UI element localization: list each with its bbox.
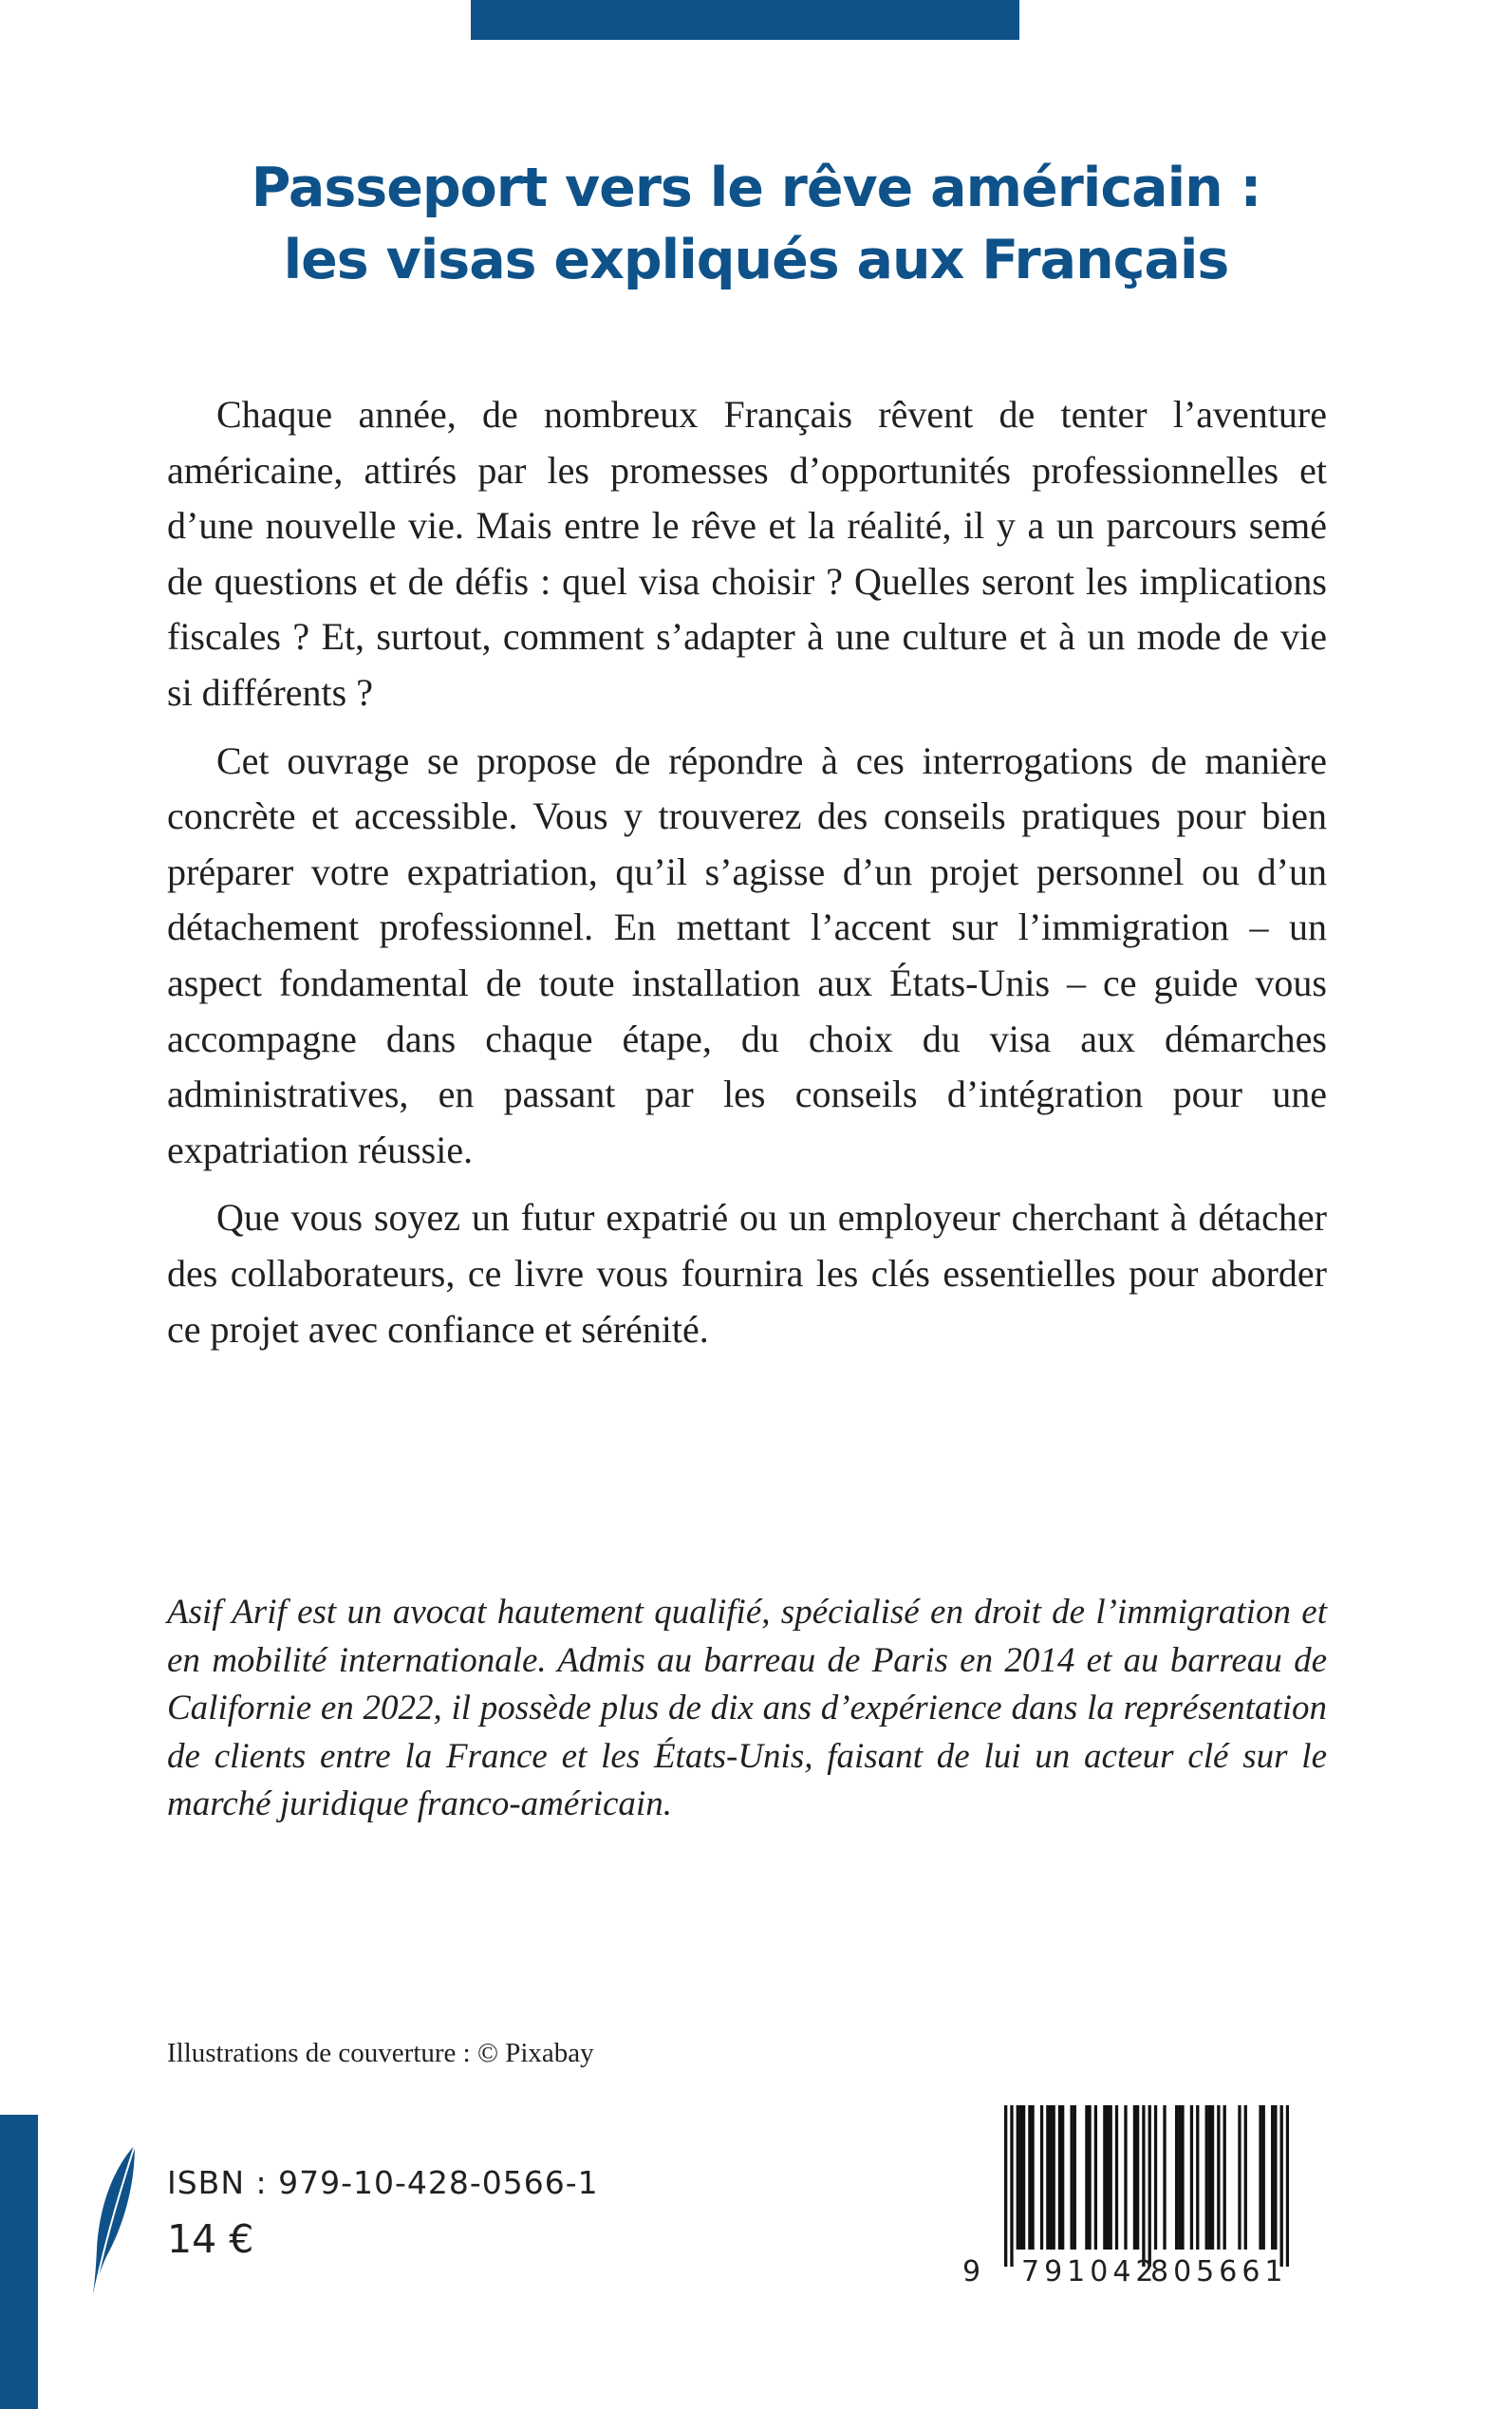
barcode-bar <box>1094 2105 1097 2250</box>
barcode-bar <box>1223 2105 1226 2250</box>
barcode-bar <box>1136 2105 1139 2250</box>
barcode-bar <box>1133 2105 1136 2250</box>
barcode-bar <box>1053 2105 1055 2250</box>
barcode-bar <box>1017 2105 1019 2250</box>
barcode-bar <box>1070 2105 1073 2250</box>
cover-credits: Illustrations de couverture : © Pixabay <box>167 2038 594 2068</box>
barcode-bar <box>1110 2105 1112 2250</box>
barcode-bar <box>1124 2105 1127 2250</box>
barcode-bar <box>1178 2105 1181 2250</box>
barcode-bar <box>1280 2105 1283 2267</box>
title-line-1: Passeport vers le rêve américain : <box>251 157 1261 219</box>
barcode-bar <box>1142 2105 1145 2267</box>
book-title <box>133 152 1379 296</box>
barcode-bar <box>1073 2105 1076 2250</box>
barcode-bar <box>1286 2105 1289 2267</box>
barcode-bar <box>1028 2105 1031 2250</box>
barcode-bar <box>1022 2105 1025 2250</box>
barcode-bar <box>1262 2105 1265 2250</box>
bottom-left-accent-bar <box>0 2115 38 2409</box>
top-accent-bar <box>471 0 1019 40</box>
description-paragraph-3: Que vous soyez un futur expatrié ou un employeur cherchant à détacher des collaborateurs, ce livre vous fournira les clés essentielles pour aborder ce projet avec confiance et sérénité. <box>167 1196 1327 1351</box>
description-paragraph-1: Chaque année, de nombreux Français rêvent de tenter l’aventure américaine, attirés par les promesses d’opportunités professionnelles et d’une nouvelle vie. Mais entre le rêve et la réalité, il y a un parcours semé de questions et de défis : quel visa choisir ? Quelles seront les implications fiscales ? Et, surtout, comment s’adapter à une culture et à un mode de vie si différents ? <box>167 393 1327 714</box>
barcode-bar <box>1196 2105 1199 2250</box>
barcode-bar <box>1046 2105 1049 2250</box>
barcode-lead-digit: 9 <box>962 2255 986 2288</box>
barcode-bar <box>1217 2105 1220 2250</box>
barcode-bar <box>1106 2105 1109 2250</box>
book-price: 14 € <box>167 2216 254 2262</box>
barcode-bar <box>1085 2105 1088 2250</box>
barcode-bar <box>1154 2105 1157 2250</box>
book-description <box>167 387 1327 1370</box>
description-paragraph-2: Cet ouvrage se propose de répondre à ces interrogations de manière concrète et accessible. Vous y trouverez des conseils pratiques pour bien préparer votre expatriation, qu’il s’agisse d’un projet personnel ou d’un détachement professionnel. En mettant l’accent sur l’immigration – un aspect fondamental de toute installation aux États-Unis – ce guide vous accompagne dans chaque étape, du choix du visa aux démarches administratives, en passant par les conseils d’intégration pour une expatriation réussie. <box>167 738 1327 1171</box>
barcode-bar <box>1061 2105 1064 2250</box>
title-line-2: les visas expliqués aux Français <box>283 229 1229 291</box>
feather-icon <box>91 2143 140 2295</box>
ean-barcode <box>938 2105 1301 2305</box>
barcode-bar <box>1148 2105 1151 2267</box>
barcode-bar <box>1181 2105 1184 2250</box>
barcode-bar <box>1019 2105 1022 2250</box>
barcode-right-digits: 805661 <box>1150 2255 1288 2288</box>
barcode-bar <box>1190 2105 1193 2250</box>
barcode-bar <box>1259 2105 1261 2250</box>
author-bio: Asif Arif est un avocat hautement qualifié, spécialisé en droit de l’immigration et en mobilité internationale. Admis au barreau de Paris en 2014 et au barreau de Californie en 2022, il possède plus de dix ans d’expérience dans la représentation de clients entre la France et les États-Unis, faisant de lui un acteur clé sur le marché juridique franco-américain. <box>167 1593 1327 1823</box>
barcode-bar <box>1271 2105 1274 2250</box>
barcode-bar <box>1163 2105 1166 2250</box>
barcode-bar <box>1058 2105 1061 2250</box>
barcode-bars <box>1004 2105 1289 2267</box>
barcode-left-digits: 791042 <box>1021 2255 1159 2288</box>
barcode-bar <box>1205 2105 1208 2250</box>
barcode-bar <box>1238 2105 1241 2250</box>
barcode-bar <box>1211 2105 1214 2250</box>
barcode-bar <box>1004 2105 1007 2267</box>
barcode-bar <box>1040 2105 1043 2250</box>
barcode-bar <box>1274 2105 1277 2250</box>
barcode-bar <box>1208 2105 1211 2250</box>
barcode-bar <box>1244 2105 1247 2250</box>
isbn-number: ISBN : 979-10-428-0566-1 <box>167 2164 599 2201</box>
barcode-bar <box>1115 2105 1118 2250</box>
barcode-bar <box>1031 2105 1034 2250</box>
barcode-bar <box>1049 2105 1052 2250</box>
barcode-bar <box>1088 2105 1091 2250</box>
barcode-bar <box>1175 2105 1178 2250</box>
barcode-bar <box>1010 2105 1013 2267</box>
barcode-bar <box>1103 2105 1106 2250</box>
